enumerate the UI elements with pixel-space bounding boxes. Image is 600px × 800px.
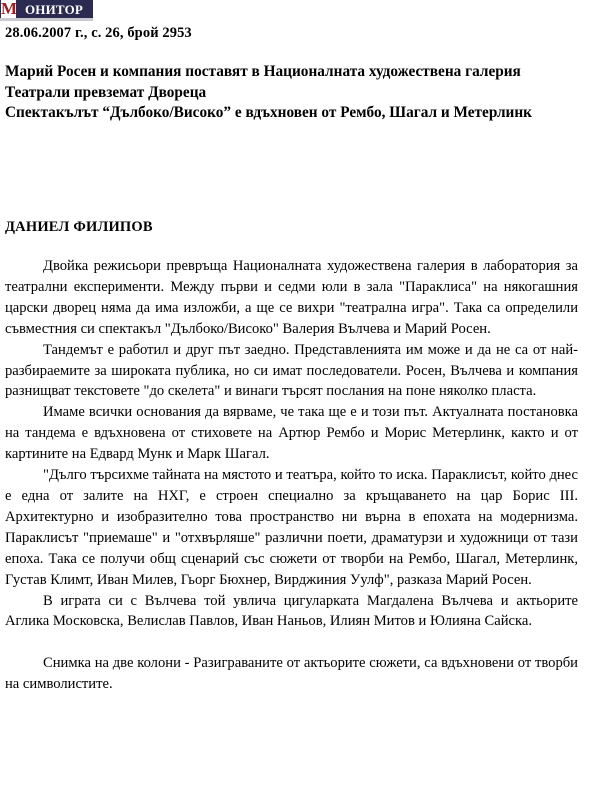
headline-kicker: Марий Росен и компания поставят в Националната художествена галерия bbox=[5, 63, 521, 80]
photo-caption-note: Снимка на две колони - Разиграваните от актьорите сюжети, са вдъхновени от творби на символистите. bbox=[5, 655, 578, 693]
body-paragraph: В играта си с Вълчева той увлича цигуларката Магдалена Вълчева и актьорите Аглика Московска, Велислав Павлов, Иван Наньов, Илиян Митов и Юлияна Сайска. bbox=[5, 592, 578, 630]
masthead-initial-letter: М bbox=[1, 0, 17, 18]
body-paragraph: Тандемът е работил и друг път заедно. Представленията им може и да не са от най-разбираемите за широката публика, но си имат последователи. Росен, Вълчева и компания разнищват текстовете "до скелета" и винаги търсят послания на поне няколко пласта. bbox=[5, 341, 578, 400]
body-paragraph: Двойка режисьори превръща Националната художествена галерия в лаборатория за театрални експерименти. Между първи и седми юли в зала "Параклиса" на някогашния царски дворец няма да има изложби, а ще се вихри "театрална игра". Така са определили съвместния си спектакъл "Дълбоко/Високо" Валерия Вълчева и Марий Росен. bbox=[5, 258, 578, 337]
headline-main: Театрали превземат Двореца bbox=[5, 83, 207, 101]
byline-author: ДАНИЕЛ ФИЛИПОВ bbox=[5, 219, 153, 235]
body-paragraph: "Дълго търсихме тайната на мястото и театъра, който то иска. Параклисът, който днес е една от залите на НХГ, е строен специално за кръщаването на цар Борис III. Архитектурно и изобразително това пространство ни върна в епохата на модернизма. Параклисът "приемаше" и "отхвърляше" различни поети, драматурзи и художници от тази епоха. Така се получи общ сценарий със сюжети от творби на Рембо, Шагал, Метерлинк, Густав Климт, Иван Милев, Гьорг Бюхнер, Вирджиния Уулф", разказа Марий Росен. bbox=[5, 467, 578, 588]
article-body bbox=[5, 256, 578, 695]
masthead-underline-rule bbox=[0, 18, 93, 21]
body-paragraph: Имаме всички основания да вярваме, че така ще е и този път. Актуалната постановка на тандема е вдъхновена от стиховете на Артюр Рембо и Морис Метерлинк, както и от картините на Едвард Мунк и Марк Шагал. bbox=[5, 404, 578, 463]
issue-date-line: 28.06.2007 г., с. 26, брой 2953 bbox=[5, 25, 192, 41]
monitor-masthead-logo bbox=[0, 0, 93, 21]
headline-block bbox=[5, 62, 578, 124]
masthead-wordmark-text: ОНИТОР bbox=[24, 2, 84, 17]
headline-sub: Спектакълът “Дълбоко/Високо” е вдъхновен от Рембо, Шагал и Метерлинк bbox=[5, 104, 532, 121]
